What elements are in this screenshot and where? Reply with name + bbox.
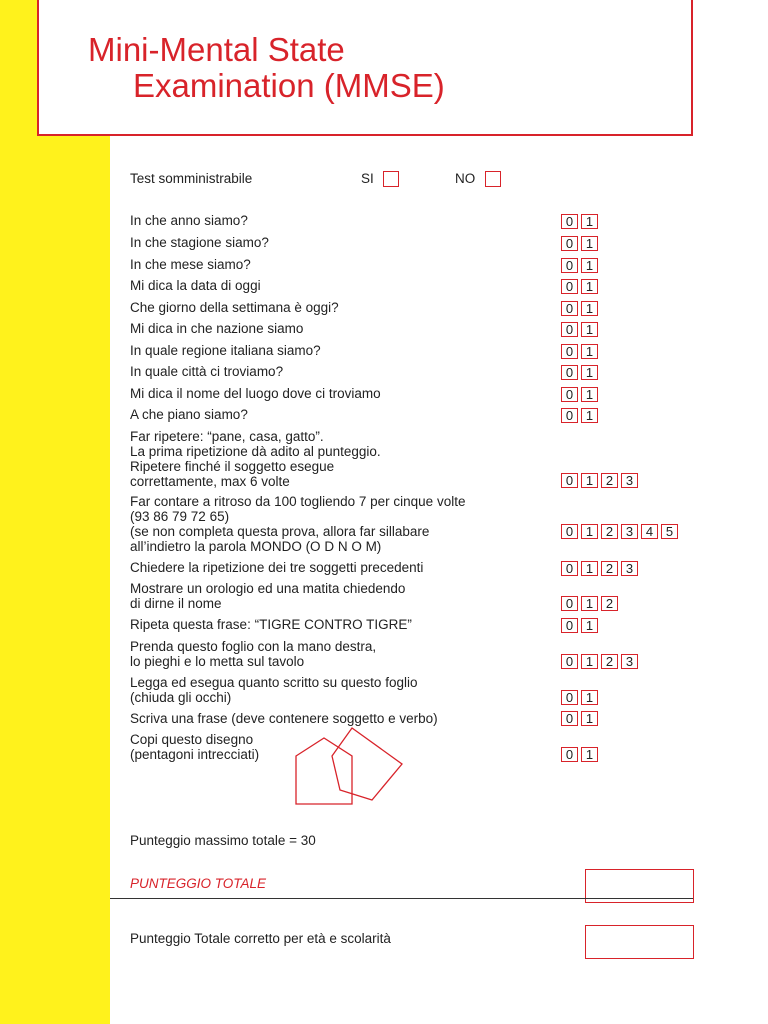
score-options	[561, 322, 598, 337]
score-box[interactable]: 0	[561, 258, 578, 273]
score-box[interactable]: 0	[561, 524, 578, 539]
total-score-label: PUNTEGGIO TOTALE	[130, 876, 267, 891]
score-options	[561, 408, 598, 423]
question-text	[130, 364, 283, 379]
question-line: di dirne il nome	[130, 596, 222, 611]
question-line: Far contare a ritroso da 100 togliendo 7 per cinque volte	[130, 494, 466, 509]
score-options	[561, 279, 598, 294]
question-text	[130, 675, 417, 705]
question-line: Mi dica la data di oggi	[130, 278, 261, 293]
question-text	[130, 617, 412, 632]
question-line: A che piano siamo?	[130, 407, 248, 422]
score-box[interactable]: 0	[561, 344, 578, 359]
score-options	[561, 344, 598, 359]
score-box[interactable]: 1	[581, 344, 598, 359]
score-options	[561, 524, 678, 539]
score-options	[561, 596, 618, 611]
score-box[interactable]: 3	[621, 473, 638, 488]
score-box[interactable]: 1	[581, 365, 598, 380]
question-line: Mostrare un orologio ed una matita chiedendo	[130, 581, 406, 596]
question-text	[130, 429, 381, 489]
score-box[interactable]: 1	[581, 711, 598, 726]
question-line: Prenda questo foglio con la mano destra,	[130, 639, 377, 654]
question-line: correttamente, max 6 volte	[130, 474, 290, 489]
question-line: Ripetere finché il soggetto esegue	[130, 459, 335, 474]
question-line: (se non completa questa prova, allora far sillabare	[130, 524, 430, 539]
question-text	[130, 300, 339, 315]
score-options	[561, 387, 598, 402]
question-text	[130, 257, 251, 272]
score-box[interactable]: 1	[581, 654, 598, 669]
score-options	[561, 473, 638, 488]
question-text	[130, 494, 465, 554]
page-title-line-1: Mini-Mental State	[88, 31, 345, 68]
score-box[interactable]: 1	[581, 214, 598, 229]
question-text	[130, 560, 423, 575]
no-label: NO	[455, 171, 476, 186]
question-text	[130, 639, 376, 669]
score-box[interactable]: 0	[561, 279, 578, 294]
score-box[interactable]: 1	[581, 408, 598, 423]
question-line: In che stagione siamo?	[130, 235, 269, 250]
score-box[interactable]: 0	[561, 747, 578, 762]
score-box[interactable]: 1	[581, 524, 598, 539]
administrable-label: Test somministrabile	[130, 171, 253, 186]
score-options	[561, 711, 598, 726]
title-box	[37, 0, 693, 136]
score-box[interactable]: 4	[641, 524, 658, 539]
score-box[interactable]: 3	[621, 654, 638, 669]
question-line: Mi dica in che nazione siamo	[130, 321, 304, 336]
divider-line	[110, 898, 693, 899]
score-box[interactable]: 0	[561, 711, 578, 726]
corrected-score-label: Punteggio Totale corretto per età e scolarità	[130, 931, 391, 946]
score-box[interactable]: 0	[561, 301, 578, 316]
score-box[interactable]: 1	[581, 279, 598, 294]
score-box[interactable]: 1	[581, 301, 598, 316]
question-line: In che anno siamo?	[130, 213, 248, 228]
page-title-line-2: Examination (MMSE)	[133, 67, 445, 104]
question-line: Ripeta questa frase: “TIGRE CONTRO TIGRE”	[130, 617, 412, 632]
question-text	[130, 732, 259, 762]
no-checkbox[interactable]	[485, 171, 501, 187]
question-line: (93 86 79 72 65)	[130, 509, 230, 524]
yes-checkbox[interactable]	[383, 171, 399, 187]
question-line: Far ripetere: “pane, casa, gatto”.	[130, 429, 324, 444]
question-text	[130, 386, 381, 401]
score-box[interactable]: 0	[561, 473, 578, 488]
interlocking-pentagons-drawing	[286, 724, 406, 808]
question-text	[130, 581, 405, 611]
question-line: all’indietro la parola MONDO (O D N O M)	[130, 539, 382, 554]
score-box[interactable]: 0	[561, 387, 578, 402]
score-box[interactable]: 1	[581, 747, 598, 762]
question-text	[130, 407, 248, 422]
score-box[interactable]: 1	[581, 258, 598, 273]
question-line: Legga ed esegua quanto scritto su questo foglio	[130, 675, 418, 690]
score-options	[561, 365, 598, 380]
score-box[interactable]: 1	[581, 561, 598, 576]
question-line: Mi dica il nome del luogo dove ci troviamo	[130, 386, 381, 401]
question-line: lo pieghi e lo metta sul tavolo	[130, 654, 305, 669]
yes-label: SI	[361, 171, 374, 186]
score-box[interactable]: 0	[561, 690, 578, 705]
score-options	[561, 236, 598, 251]
question-text	[130, 235, 269, 250]
question-line: In che mese siamo?	[130, 257, 251, 272]
score-box[interactable]: 1	[581, 596, 598, 611]
question-text	[130, 321, 303, 336]
score-box[interactable]: 2	[601, 561, 618, 576]
score-box[interactable]: 1	[581, 473, 598, 488]
question-line: Chiedere la ripetizione dei tre soggetti precedenti	[130, 560, 424, 575]
score-box[interactable]: 1	[581, 387, 598, 402]
score-box[interactable]: 0	[561, 214, 578, 229]
score-box[interactable]: 0	[561, 596, 578, 611]
score-box[interactable]: 1	[581, 690, 598, 705]
score-options	[561, 258, 598, 273]
score-box[interactable]: 1	[581, 618, 598, 633]
question-line: In quale città ci troviamo?	[130, 364, 284, 379]
question-line: Copi questo disegno	[130, 732, 254, 747]
score-options	[561, 690, 598, 705]
question-line: Che giorno della settimana è oggi?	[130, 300, 339, 315]
score-options	[561, 654, 638, 669]
score-box[interactable]: 3	[621, 561, 638, 576]
score-options	[561, 214, 598, 229]
score-box[interactable]: 2	[601, 524, 618, 539]
question-text	[130, 343, 321, 358]
score-box[interactable]: 3	[621, 524, 638, 539]
score-box[interactable]: 2	[601, 596, 618, 611]
question-line: (pentagoni intrecciati)	[130, 747, 260, 762]
score-box[interactable]: 0	[561, 561, 578, 576]
score-box[interactable]: 0	[561, 618, 578, 633]
score-box[interactable]: 0	[561, 322, 578, 337]
score-box[interactable]: 2	[601, 654, 618, 669]
score-box[interactable]: 0	[561, 654, 578, 669]
question-line: In quale regione italiana siamo?	[130, 343, 321, 358]
yellow-sidebar	[0, 0, 110, 1024]
score-options	[561, 301, 598, 316]
score-box[interactable]: 0	[561, 408, 578, 423]
question-line: Scriva una frase (deve contenere soggetto e verbo)	[130, 711, 438, 726]
corrected-score-field[interactable]	[585, 925, 694, 959]
question-text	[130, 213, 248, 228]
question-line: (chiuda gli occhi)	[130, 690, 232, 705]
question-text	[130, 278, 261, 293]
score-box[interactable]: 0	[561, 236, 578, 251]
score-options	[561, 618, 598, 633]
max-score-text: Punteggio massimo totale = 30	[130, 833, 316, 848]
score-options	[561, 747, 598, 762]
score-box[interactable]: 1	[581, 236, 598, 251]
score-box[interactable]: 1	[581, 322, 598, 337]
score-box[interactable]: 0	[561, 365, 578, 380]
score-box[interactable]: 5	[661, 524, 678, 539]
score-box[interactable]: 2	[601, 473, 618, 488]
score-options	[561, 561, 638, 576]
question-line: La prima ripetizione dà adito al punteggio.	[130, 444, 381, 459]
